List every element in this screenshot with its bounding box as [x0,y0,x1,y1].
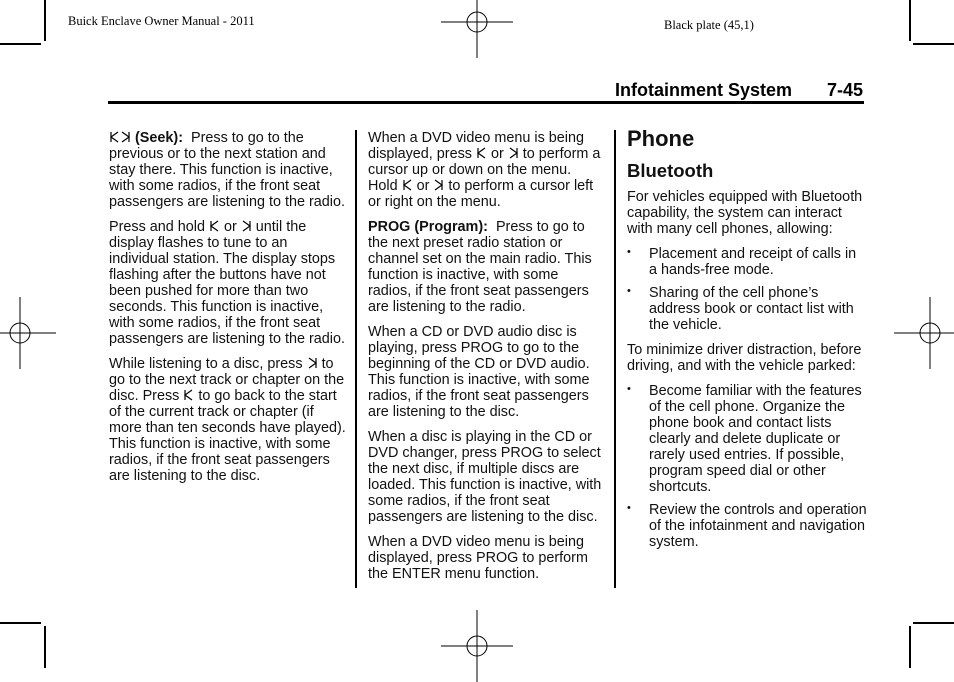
text-span: Press and hold [109,219,205,235]
text-span: Press to go to the next preset radio station or channel set on the main radio. This function is inactive, with some radios, if the front seat passengers are listening to the radio. [368,219,592,315]
text-span: to go back to the start of the current track or chapter (if more than ten seconds have played). This function is inactive, with some radios, if the front seat passengers are listening to the disc. [109,388,346,484]
text-span: to perform a cursor up or down on the menu. Hold [368,146,601,194]
changer-paragraph: When a disc is playing in the CD or DVD changer, press PROG to select the next disc, if multiple discs are loaded. This function is inactive, with some radios, if the front seat passengers are listening to the disc. [368,429,602,525]
prog-paragraph [368,219,604,315]
seek-down-icon [110,131,119,143]
registration-mark-icon [894,297,954,369]
seek-up-icon [121,131,130,143]
list-item [627,285,867,333]
seek-down-icon [184,389,193,401]
registration-mark-icon [441,0,513,58]
list-item-text: Become familiar with the features of the cell phone. Organize the phone book and contact lists clearly and delete duplicate or rarely used entries. If possible, program speed dial or other shortcuts. [649,383,862,495]
seek-up-icon [434,179,443,191]
bullet-icon: • [627,285,631,297]
seek-down-icon [403,179,412,191]
column-left [109,130,347,493]
seek-down-icon [477,147,486,159]
section-title: Infotainment System [615,80,793,100]
crop-mark [913,43,954,45]
crop-mark [909,626,911,668]
bluetooth-intro: For vehicles equipped with Bluetooth capability, the system can interact with many cell phones, allowing: [627,189,863,237]
plate-label: Black plate (45,1) [664,18,754,32]
list-item-text: Placement and receipt of calls in a hands-free mode. [649,246,857,278]
column-right [627,126,867,557]
dvd-cursor-paragraph [368,130,604,210]
bluetooth-heading: Bluetooth [627,160,714,181]
column-divider [355,130,357,588]
text-span: While listening to a disc, press [109,356,303,372]
list-item [627,502,867,550]
press-hold-paragraph [109,219,347,347]
list-item [627,246,867,278]
text-span: or [224,219,237,235]
crop-mark [913,622,954,624]
seek-up-icon [242,220,251,232]
seek-label: (Seek): [135,130,183,146]
bullet-icon: • [627,246,631,258]
seek-text: Press to go to the previous or to the next station and stay there. This function is inactive, with some radios, if the front seat passengers are listening to the radio. [109,130,345,210]
disc-paragraph [109,356,347,484]
cd-dvd-paragraph: When a CD or DVD audio disc is playing, press PROG to go to the beginning of the CD or DVD audio. This function is inactive, with some radios, if the front seat passengers are listening to the disc. [368,324,590,420]
crop-mark [44,0,46,41]
text-span: or [491,146,504,162]
column-middle [368,130,604,591]
crop-mark [0,43,41,45]
manual-title: Buick Enclave Owner Manual - 2011 [68,14,255,28]
distraction-paragraph: To minimize driver distraction, before driving, and with the vehicle parked: [627,342,862,374]
header-rule [108,101,864,104]
list-item-text: Sharing of the cell phone’s address book or contact list with the vehicle. [649,285,854,333]
page-number: 7-45 [827,80,864,100]
bullet-icon: • [627,502,631,514]
bullet-icon: • [627,383,631,395]
text-span: until the display flashes to tune to an individual station. The display stops flashing after the buttons have not been pushed for more than two seconds. This function is inactive, with some radios, if the front seat passengers are listening to the radio. [109,219,345,347]
prog-label: PROG (Program): [368,219,488,235]
text-span: to go to the next track or chapter on the disc. Press [109,356,345,404]
text-span: When a DVD video menu is being displayed, press [368,130,584,162]
seek-up-icon [308,357,317,369]
list-item [627,383,867,495]
crop-mark [909,0,911,41]
phone-heading: Phone [627,126,695,151]
seek-down-icon [210,220,219,232]
text-span: or [416,178,430,194]
registration-mark-icon [441,610,513,682]
list-item-text: Review the controls and operation of the infotainment and navigation system. [649,502,867,550]
seek-up-icon [509,147,518,159]
column-divider [614,130,616,588]
dvd-enter-paragraph: When a DVD video menu is being displayed, press PROG to perform the ENTER menu function. [368,534,588,582]
registration-mark-icon [0,297,56,369]
crop-mark [0,622,41,624]
seek-paragraph [109,130,347,210]
crop-mark [44,626,46,668]
text-span: to perform a cursor left or right on the menu. [368,178,594,210]
